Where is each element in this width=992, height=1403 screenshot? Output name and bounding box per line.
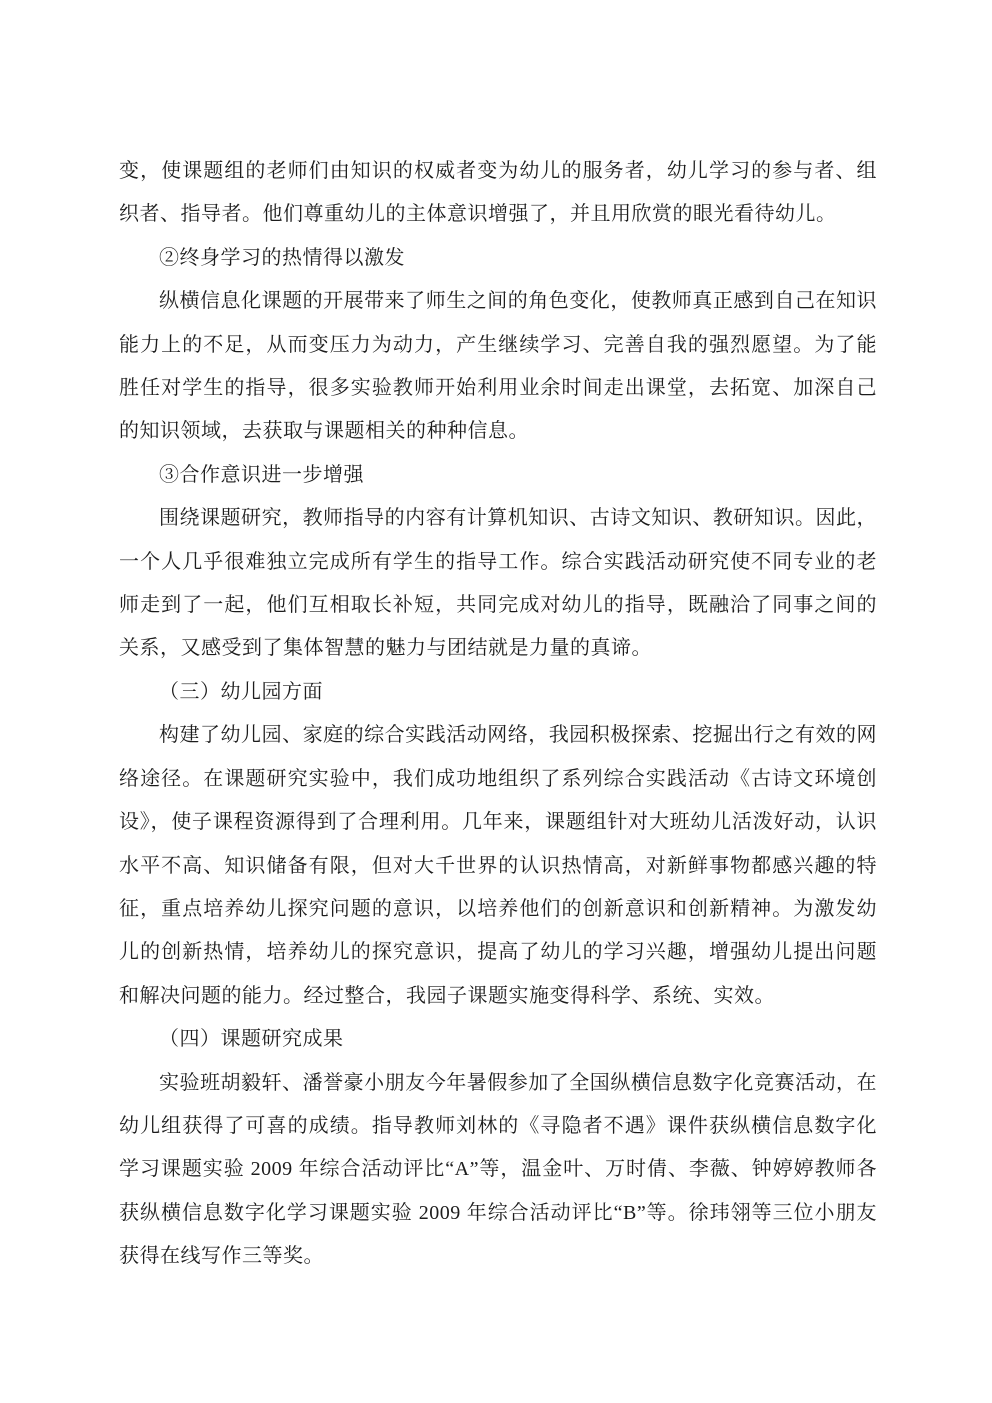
paragraph-lifelong-learning: 纵横信息化课题的开展带来了师生之间的角色变化，使教师真正感到自己在知识能力上的不足，从而变压力为动力，产生继续学习、完善自我的强烈愿望。为了能胜任对学生的指导，很多实验教师开始利用业余时间走出课堂，去拓宽、加深自己的知识领域，去获取与课题相关的种种信息。 — [119, 290, 877, 443]
subheading-2-lifelong-learning: ②终身学习的热情得以激发 — [159, 246, 405, 269]
paragraph-continuation: 变，使课题组的老师们由知识的权威者变为幼儿的服务者，幼儿学习的参与者、组织者、指导者。他们尊重幼儿的主体意识增强了，并且用欣赏的眼光看待幼儿。 — [119, 160, 877, 226]
subheading-3-cooperation: ③合作意识进一步增强 — [159, 463, 364, 486]
heading-section-4-research-results: （四）课题研究成果 — [159, 1028, 344, 1051]
paragraph-research-results: 实验班胡毅轩、潘誉豪小朋友今年暑假参加了全国纵横信息数字化竞赛活动，在幼儿组获得了可喜的成绩。指导教师刘林的《寻隐者不遇》课件获纵横信息数字化学习课题实验 2009 年综合活动评比“A”等，温金叶、万时倩、李薇、钟婷婷教师各获纵横信息数字化学习课题实验 2009 年综合活动评比“B”等。徐玮翎等三位小朋友获得在线写作三等奖。 — [119, 1071, 877, 1268]
paragraph-cooperation: 围绕课题研究，教师指导的内容有计算机知识、古诗文知识、教研知识。因此，一个人几乎很难独立完成所有学生的指导工作。综合实践活动研究使不同专业的老师走到了一起，他们互相取长补短，共同完成对幼儿的指导，既融洽了同事之间的关系，又感受到了集体智慧的魅力与团结就是力量的真谛。 — [119, 507, 877, 660]
paragraph-kindergarten: 构建了幼儿园、家庭的综合实践活动网络，我园积极探索、挖掘出行之有效的网络途径。在课题研究实验中，我们成功地组织了系列综合实践活动《古诗文环境创设》，使子课程资源得到了合理利用。几年来，课题组针对大班幼儿活泼好动，认识水平不高、知识储备有限，但对大千世界的认识热情高，对新鲜事物都感兴趣的特征，重点培养幼儿探究问题的意识，以培养他们的创新意识和创新精神。为激发幼儿的创新热情，培养幼儿的探究意识，提高了幼儿的学习兴趣，增强幼儿提出问题和解决问题的能力。经过整合，我园子课题实施变得科学、系统、实效。 — [119, 724, 877, 1007]
heading-section-3-kindergarten: （三）幼儿园方面 — [159, 680, 323, 703]
document-body — [119, 150, 877, 1279]
